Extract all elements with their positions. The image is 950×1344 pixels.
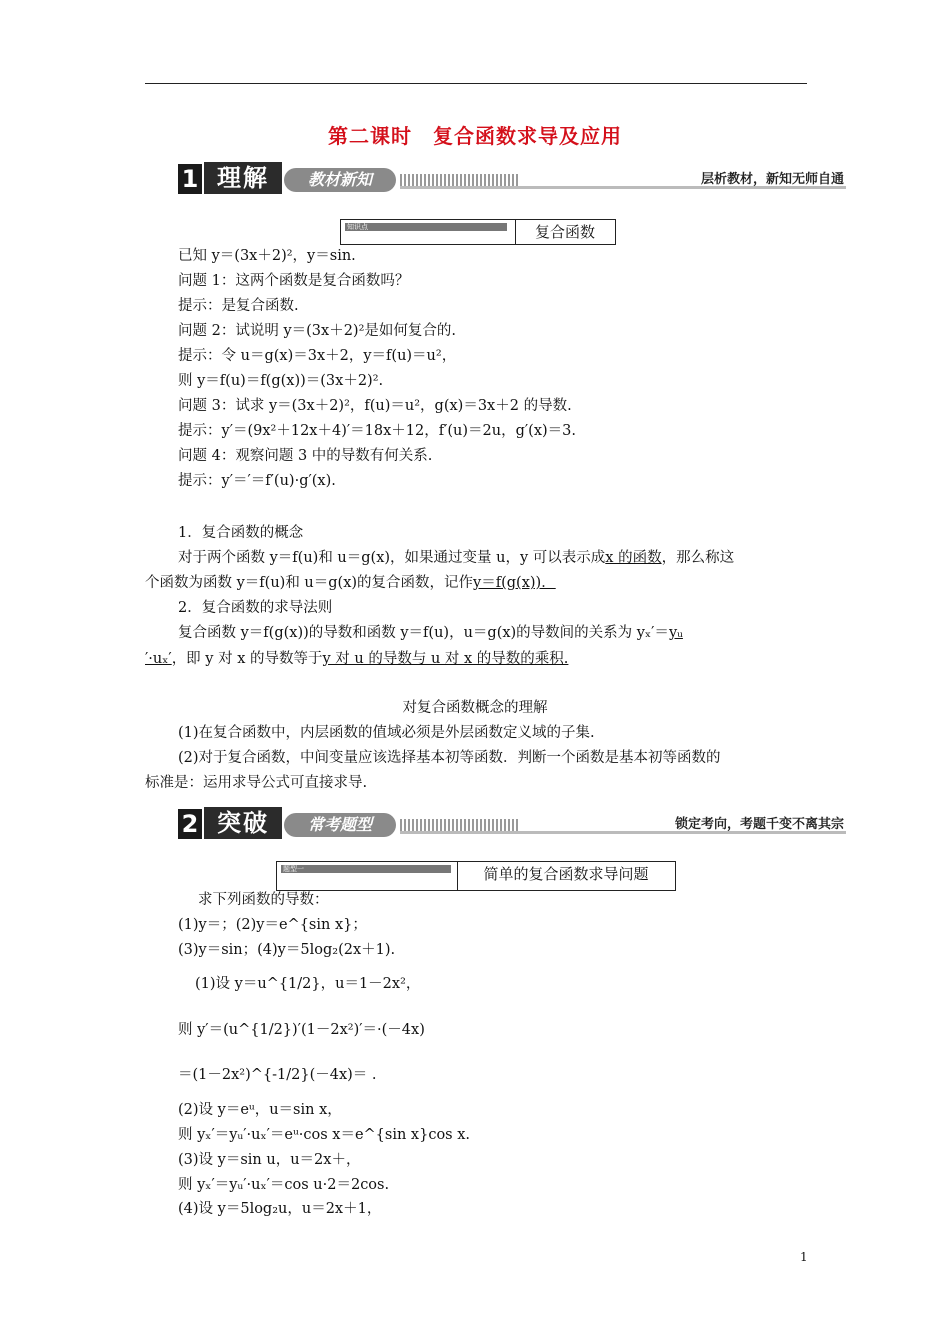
- banner-heading: 突破: [204, 807, 282, 839]
- intro-line: 提示：是复合函数.: [178, 298, 299, 314]
- banner-number: 1: [178, 164, 202, 194]
- question-type-label: 题型一: [277, 862, 457, 890]
- understand-heading: 对复合函数概念的理解: [402, 700, 548, 716]
- knowledge-title: 复合函数: [534, 223, 595, 241]
- solution-line: (1)设 y＝u^{1/2}，u＝1－2x²，: [195, 976, 421, 992]
- understand-text: (2)对于复合函数，中间变量应该选择基本初等函数．判断一个函数是基本初等函数的: [178, 750, 721, 766]
- understand-text: 标准是：运用求导公式可直接求导.: [145, 775, 368, 791]
- intro-line: 问题 4：观察问题 3 中的导数有何关系.: [178, 448, 433, 464]
- header-rule: [145, 83, 807, 84]
- banner-number: 2: [178, 809, 202, 839]
- concept-heading: 2．复合函数的求导法则: [178, 600, 333, 616]
- banner-tagline: 锁定考向，考题千变不离其宗: [674, 817, 844, 832]
- concept-heading: 1．复合函数的概念: [178, 525, 304, 541]
- intro-line: 已知 y＝(3x＋2)²，y＝sin.: [178, 248, 356, 264]
- page-title: 第二课时 复合函数求导及应用: [328, 124, 622, 148]
- intro-line: 提示：令 u＝g(x)＝3x＋2，y＝f(u)＝u²，: [178, 348, 457, 364]
- intro-line: 问题 3：试求 y＝(3x＋2)²，f(u)＝u²，g(x)＝3x＋2 的导数.: [178, 398, 572, 414]
- knowledge-point-box: [340, 219, 616, 245]
- section-banner-1: [178, 160, 846, 198]
- problem-line: (3)y＝sin；(4)y＝5log₂(2x＋1).: [178, 942, 396, 958]
- solution-line: (2)设 y＝eᵘ，u＝sin x，: [178, 1102, 342, 1118]
- solution-line: (3)设 y＝sin u，u＝2x＋，: [178, 1152, 361, 1168]
- intro-line: 提示：y′＝′＝f′(u)·g′(x).: [178, 473, 336, 489]
- understand-text: (1)在复合函数中，内层函数的值域必须是外层函数定义域的子集.: [178, 725, 595, 741]
- solution-line: 则 y′＝(u^{1/2})′(1－2x²)′＝·(－4x): [178, 1022, 425, 1038]
- banner-subheading: 常考题型: [284, 813, 396, 837]
- banner-tagline: 层析教材，新知无师自通: [700, 172, 844, 187]
- intro-line: 问题 2：试说明 y＝(3x＋2)²是如何复合的.: [178, 323, 456, 339]
- knowledge-label: 知识点: [341, 220, 515, 244]
- question-type-box: [276, 861, 676, 891]
- intro-line: 问题 1：这两个函数是复合函数吗？: [178, 273, 410, 289]
- concept-text: 对于两个函数 y＝f(u)和 u＝g(x)，如果通过变量 u，y 可以表示成x 的函数，那么称这: [178, 550, 735, 566]
- intro-line: 提示：y′＝(9x²＋12x＋4)′＝18x＋12，f′(u)＝2u，g′(x)＝3.: [178, 423, 577, 439]
- solution-line: (4)设 y＝5log₂u，u＝2x＋1，: [178, 1201, 382, 1217]
- concept-text: 复合函数 y＝f(g(x))的导数和函数 y＝f(u)，u＝g(x)的导数间的关系为 yₓ′＝yᵤ: [178, 625, 683, 641]
- banner-stripes: [400, 819, 520, 831]
- solution-line: ＝(1－2x²)^{-1/2}(－4x)＝ .: [178, 1067, 377, 1083]
- problem-line: (1)y＝；(2)y＝e^{sin x}；: [178, 917, 367, 933]
- banner-heading: 理解: [204, 162, 282, 194]
- banner-subheading: 教材新知: [284, 168, 396, 192]
- intro-line: 则 y＝f(u)＝f(g(x))＝(3x＋2)².: [178, 373, 384, 389]
- problem-line: 求下列函数的导数：: [198, 892, 329, 908]
- concept-text: ′·uₓ′，即 y 对 x 的导数等于y 对 u 的导数与 u 对 x 的导数的乘积.: [145, 651, 569, 667]
- section-banner-2: [178, 805, 846, 843]
- banner-stripes: [400, 174, 520, 186]
- solution-line: 则 yₓ′＝yᵤ′·uₓ′＝cos u·2＝2cos.: [178, 1177, 390, 1193]
- solution-line: 则 yₓ′＝yᵤ′·uₓ′＝eᵘ·cos x＝e^{sin x}cos x.: [178, 1127, 471, 1143]
- question-type-title: 简单的复合函数求导问题: [483, 865, 649, 883]
- page-number: 1: [800, 1250, 808, 1264]
- concept-text: 个函数为函数 y＝f(u)和 u＝g(x)的复合函数，记作y＝f(g(x))．: [145, 575, 556, 591]
